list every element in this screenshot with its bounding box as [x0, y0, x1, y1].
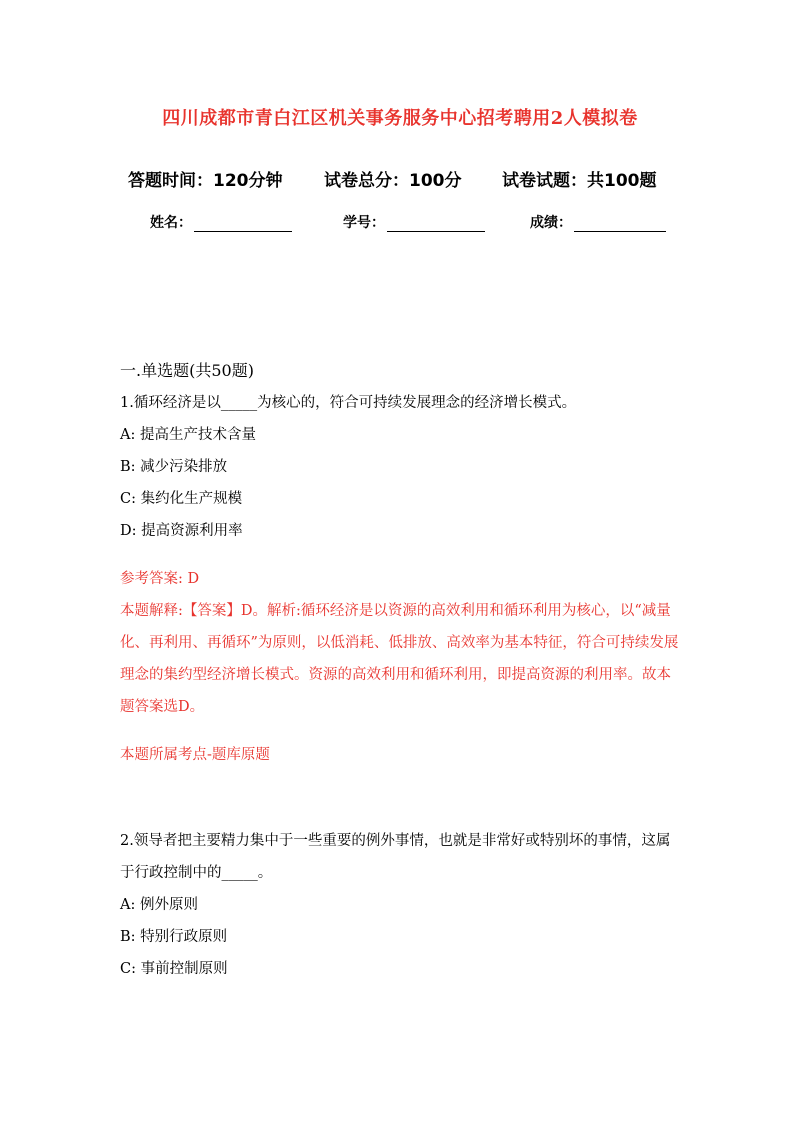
question-1: [120, 387, 680, 771]
id-blank: [387, 217, 485, 232]
option-a: A: 提高生产技术含量: [120, 427, 256, 443]
id-label: 学号：: [343, 215, 385, 231]
name-label: 姓名：: [150, 215, 192, 231]
question-2: [120, 825, 680, 985]
exam-question-count: 试卷试题：共100题: [502, 171, 657, 191]
option-c: C: 集约化生产规模: [120, 491, 243, 507]
question-topic: 本题所属考点-题库原题: [120, 747, 270, 763]
section-title: 一.单选题(共50题): [120, 361, 254, 380]
answer-explanation: 本题解释:【答案】D。解析:循环经济是以资源的高效利用和循环利用为核心，以“减量化、再利用、再循环”为原则，以低消耗、低排放、高效率为基本特征，符合可持续发展理念的集约型经济增长模式。资源的高效利用和循环利用，即提高资源的利用率。故本题答案选D。: [120, 603, 679, 715]
name-blank: [194, 217, 292, 232]
exam-title: 四川成都市青白江区机关事务服务中心招考聘用2人模拟卷: [162, 108, 638, 129]
question-stem: 2.领导者把主要精力集中于一些重要的例外事情，也就是非常好或特别坏的事情，这属于行政控制中的_____。: [120, 833, 671, 881]
option-b: B: 减少污染排放: [120, 459, 228, 475]
exam-total-score: 试卷总分：100分: [324, 171, 462, 191]
grade-blank: [574, 217, 666, 232]
reference-answer: 参考答案: D: [120, 571, 200, 587]
option-a: A: 例外原则: [120, 897, 198, 913]
option-c: C: 事前控制原则: [120, 961, 228, 977]
option-b: B: 特别行政原则: [120, 929, 228, 945]
exam-time: 答题时间：120分钟: [128, 171, 283, 191]
grade-label: 成绩：: [530, 215, 572, 231]
name-field: [150, 212, 292, 232]
grade-field: [530, 212, 666, 232]
exam-content: [120, 355, 680, 985]
id-field: [343, 212, 485, 232]
question-stem: 1.循环经济是以_____为核心的，符合可持续发展理念的经济增长模式。: [120, 395, 577, 411]
option-d: D: 提高资源利用率: [120, 523, 243, 539]
